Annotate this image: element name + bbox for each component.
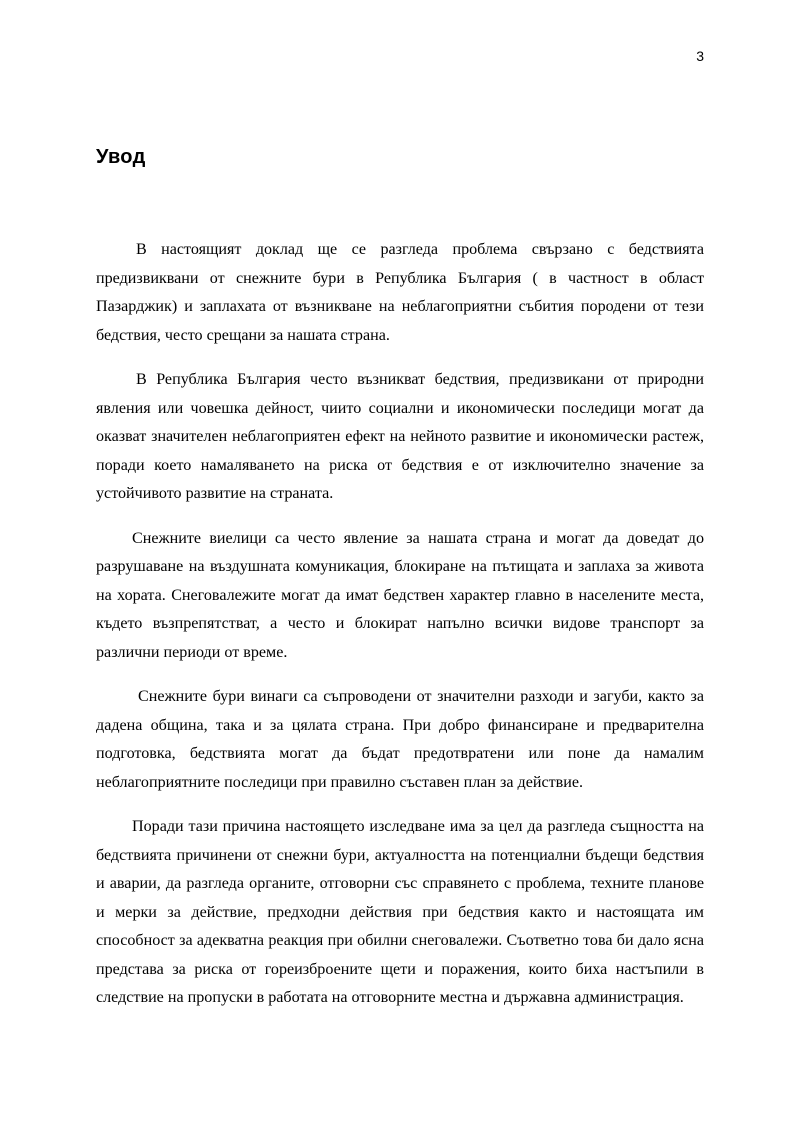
paragraph-5: Поради тази причина настоящето изследване има за цел да разгледа същността на бедствията причинени от снежни бури, актуалността на потенциални бъдещи бедствия и аварии, да разгледа органите, отговорни със справянето с проблема, техните планове и мерки за действие, предходни действия при бедствия както и настоящата им способност за адекватна реакция при обилни снеговалежи. Съответно това би дало ясна представа за риска от гореизброените щети и поражения, които биха настъпили в следствие на пропуски в работата на отговорните местна и държавна администрация. [96,818,704,1006]
section-heading: Увод [96,146,146,168]
page-number: 3 [696,48,704,64]
paragraph-4: Снежните бури винаги са съпроводени от значителни разходи и загуби, както за дадена община, така и за цялата страна. При добро финансиране и предварителна подготовка, бедствията могат да бъдат предотвратени или поне да намалим неблагоприятните последици при правилно съставен план за действие. [96,688,704,791]
paragraph-2: В Република България често възникват бедствия, предизвикани от природни явления или човешка дейност, чиито социални и икономически последици могат да оказват значителен неблагоприятен ефект на нейното развитие и икономически растеж, поради което намаляването на риска от бедствия е от изключително значение за устойчивото развитие на страната. [96,371,704,502]
paragraph-1: В настоящият доклад ще се разгледа проблема свързано с бедствията предизвиквани от снежните бури в Република България ( в частност в област Пазарджик) и заплахата от възникване на неблагоприятни събития породени от тези бедствия, често срещани за нашата страна. [96,241,704,344]
document-body [96,236,704,1029]
paragraph-3: Снежните виелици са често явление за нашата страна и могат да доведат до разрушаване на въздушната комуникация, блокиране на пътищата и заплаха за живота на хората. Снеговалежите могат да имат бедствен характер главно в населените места, където възпрепятстват, а често и блокират напълно всички видове транспорт за различни периоди от време. [96,529,704,661]
